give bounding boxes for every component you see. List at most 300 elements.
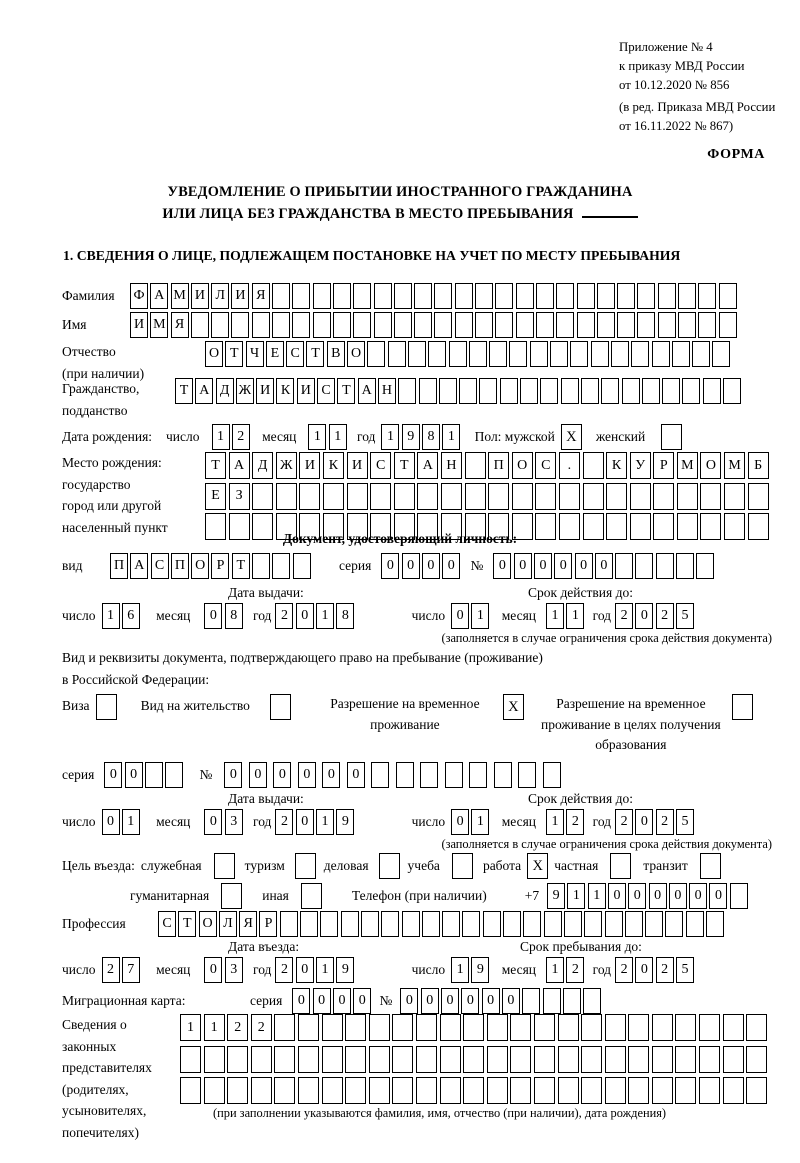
char-box[interactable]: Т xyxy=(225,341,243,367)
char-box[interactable]: 0 xyxy=(322,762,340,788)
char-box[interactable]: 5 xyxy=(676,957,694,983)
char-box[interactable]: 0 xyxy=(381,553,399,579)
char-box[interactable]: К xyxy=(323,452,344,479)
char-box[interactable]: 0 xyxy=(554,553,572,579)
char-box[interactable]: 2 xyxy=(102,957,120,983)
char-box[interactable] xyxy=(581,1046,602,1073)
char-box[interactable]: 2 xyxy=(275,957,293,983)
char-box[interactable]: 2 xyxy=(656,957,674,983)
char-box[interactable] xyxy=(394,283,412,309)
char-box[interactable] xyxy=(300,911,318,937)
char-box[interactable]: Т xyxy=(337,378,355,404)
char-box[interactable] xyxy=(698,283,716,309)
char-box[interactable]: Р xyxy=(259,911,277,937)
char-box[interactable] xyxy=(516,283,534,309)
char-box[interactable] xyxy=(204,1046,225,1073)
char-box[interactable] xyxy=(434,283,452,309)
char-box[interactable] xyxy=(678,283,696,309)
char-box[interactable] xyxy=(692,341,710,367)
char-box[interactable]: 0 xyxy=(292,988,310,1014)
char-box[interactable] xyxy=(510,1014,531,1041)
char-box[interactable]: Е xyxy=(266,341,284,367)
char-box[interactable]: С xyxy=(158,911,176,937)
char-box[interactable]: О xyxy=(347,341,365,367)
char-box[interactable]: 0 xyxy=(608,883,626,909)
char-box[interactable] xyxy=(606,483,627,510)
char-box[interactable] xyxy=(272,553,290,579)
char-box[interactable] xyxy=(584,911,602,937)
char-box[interactable]: Т xyxy=(232,553,250,579)
char-box[interactable]: 0 xyxy=(296,957,314,983)
char-box[interactable] xyxy=(231,312,249,338)
char-box[interactable] xyxy=(543,762,561,788)
char-box[interactable]: И xyxy=(347,452,368,479)
char-box[interactable] xyxy=(489,341,507,367)
char-box[interactable]: 2 xyxy=(232,424,250,450)
char-box[interactable]: 0 xyxy=(595,553,613,579)
char-box[interactable] xyxy=(345,1077,366,1104)
char-box[interactable]: 0 xyxy=(402,553,420,579)
char-box[interactable]: А xyxy=(195,378,213,404)
char-box[interactable] xyxy=(252,312,270,338)
char-box[interactable]: 1 xyxy=(546,809,564,835)
char-box[interactable]: 0 xyxy=(482,988,500,1014)
char-box[interactable]: 1 xyxy=(546,957,564,983)
char-box[interactable] xyxy=(145,762,163,788)
char-box[interactable] xyxy=(605,1014,626,1041)
char-box[interactable] xyxy=(414,283,432,309)
char-box[interactable]: 7 xyxy=(122,957,140,983)
char-box[interactable] xyxy=(601,378,619,404)
char-box[interactable]: 1 xyxy=(442,424,460,450)
char-box[interactable] xyxy=(353,283,371,309)
char-box[interactable]: 9 xyxy=(471,957,489,983)
char-box[interactable] xyxy=(581,1077,602,1104)
char-box[interactable] xyxy=(520,378,538,404)
char-box[interactable] xyxy=(475,283,493,309)
char-box[interactable] xyxy=(703,378,721,404)
char-box[interactable]: З xyxy=(229,483,250,510)
char-box[interactable]: К xyxy=(606,452,627,479)
char-box[interactable] xyxy=(652,1014,673,1041)
char-box[interactable] xyxy=(622,378,640,404)
char-box[interactable] xyxy=(748,483,769,510)
char-box[interactable]: 3 xyxy=(225,957,243,983)
char-box[interactable] xyxy=(617,312,635,338)
char-box[interactable] xyxy=(252,483,273,510)
char-box[interactable]: 2 xyxy=(615,957,633,983)
char-box[interactable] xyxy=(712,341,730,367)
char-box[interactable]: 0 xyxy=(502,988,520,1014)
char-box[interactable]: 0 xyxy=(442,553,460,579)
char-box[interactable] xyxy=(369,1077,390,1104)
char-box[interactable] xyxy=(465,483,486,510)
char-box[interactable] xyxy=(434,312,452,338)
char-box[interactable] xyxy=(577,312,595,338)
char-box[interactable]: 1 xyxy=(588,883,606,909)
char-box[interactable]: Ж xyxy=(236,378,254,404)
purpose-business-checkbox[interactable] xyxy=(379,853,400,879)
char-box[interactable] xyxy=(676,553,694,579)
char-box[interactable]: А xyxy=(130,553,148,579)
char-box[interactable]: М xyxy=(724,452,745,479)
char-box[interactable] xyxy=(455,312,473,338)
char-box[interactable] xyxy=(730,883,748,909)
char-box[interactable] xyxy=(455,283,473,309)
char-box[interactable]: Н xyxy=(441,452,462,479)
char-box[interactable] xyxy=(204,1077,225,1104)
char-box[interactable]: 0 xyxy=(669,883,687,909)
char-box[interactable] xyxy=(313,283,331,309)
char-box[interactable]: 0 xyxy=(534,553,552,579)
char-box[interactable] xyxy=(333,312,351,338)
char-box[interactable] xyxy=(723,1014,744,1041)
male-checkbox[interactable]: X xyxy=(561,424,582,450)
char-box[interactable] xyxy=(581,1014,602,1041)
char-box[interactable] xyxy=(440,1046,461,1073)
char-box[interactable] xyxy=(605,1046,626,1073)
char-box[interactable]: А xyxy=(229,452,250,479)
char-box[interactable]: 0 xyxy=(249,762,267,788)
char-box[interactable]: П xyxy=(171,553,189,579)
char-box[interactable]: Р xyxy=(211,553,229,579)
char-box[interactable]: Я xyxy=(252,283,270,309)
char-box[interactable] xyxy=(422,911,440,937)
char-box[interactable] xyxy=(398,378,416,404)
char-box[interactable]: О xyxy=(199,911,217,937)
char-box[interactable] xyxy=(483,911,501,937)
female-checkbox[interactable] xyxy=(661,424,682,450)
char-box[interactable]: 8 xyxy=(336,603,354,629)
char-box[interactable] xyxy=(392,1046,413,1073)
char-box[interactable] xyxy=(597,312,615,338)
char-box[interactable] xyxy=(459,378,477,404)
char-box[interactable] xyxy=(211,312,229,338)
char-box[interactable] xyxy=(522,988,540,1014)
char-box[interactable] xyxy=(370,483,391,510)
char-box[interactable] xyxy=(361,911,379,937)
char-box[interactable] xyxy=(516,312,534,338)
char-box[interactable] xyxy=(298,1014,319,1041)
char-box[interactable]: 0 xyxy=(273,762,291,788)
char-box[interactable] xyxy=(544,911,562,937)
char-box[interactable] xyxy=(191,312,209,338)
char-box[interactable]: 1 xyxy=(204,1014,225,1041)
char-box[interactable]: 9 xyxy=(402,424,420,450)
char-box[interactable] xyxy=(723,378,741,404)
char-box[interactable] xyxy=(698,312,716,338)
char-box[interactable]: И xyxy=(130,312,148,338)
char-box[interactable] xyxy=(561,378,579,404)
char-box[interactable]: 0 xyxy=(441,988,459,1014)
char-box[interactable]: 0 xyxy=(649,883,667,909)
char-box[interactable] xyxy=(369,1046,390,1073)
char-box[interactable] xyxy=(672,341,690,367)
char-box[interactable]: 0 xyxy=(298,762,316,788)
char-box[interactable] xyxy=(445,762,463,788)
char-box[interactable]: 1 xyxy=(329,424,347,450)
char-box[interactable]: 1 xyxy=(316,603,334,629)
char-box[interactable] xyxy=(503,911,521,937)
char-box[interactable] xyxy=(416,1077,437,1104)
char-box[interactable] xyxy=(637,283,655,309)
char-box[interactable] xyxy=(677,483,698,510)
char-box[interactable]: О xyxy=(191,553,209,579)
char-box[interactable] xyxy=(469,762,487,788)
char-box[interactable]: 2 xyxy=(656,603,674,629)
char-box[interactable] xyxy=(251,1077,272,1104)
char-box[interactable]: 0 xyxy=(347,762,365,788)
char-box[interactable]: 1 xyxy=(316,957,334,983)
char-box[interactable] xyxy=(675,1046,696,1073)
char-box[interactable] xyxy=(367,341,385,367)
char-box[interactable] xyxy=(292,312,310,338)
purpose-work-checkbox[interactable]: X xyxy=(527,853,548,879)
char-box[interactable]: Я xyxy=(239,911,257,937)
char-box[interactable] xyxy=(617,283,635,309)
char-box[interactable] xyxy=(252,553,270,579)
char-box[interactable] xyxy=(227,1046,248,1073)
char-box[interactable]: И xyxy=(256,378,274,404)
char-box[interactable] xyxy=(440,1014,461,1041)
char-box[interactable] xyxy=(495,312,513,338)
char-box[interactable]: О xyxy=(205,341,223,367)
char-box[interactable]: А xyxy=(150,283,168,309)
char-box[interactable]: 0 xyxy=(421,988,439,1014)
char-box[interactable] xyxy=(700,483,721,510)
char-box[interactable] xyxy=(487,1046,508,1073)
char-box[interactable]: Т xyxy=(205,452,226,479)
char-box[interactable] xyxy=(556,312,574,338)
char-box[interactable] xyxy=(611,341,629,367)
char-box[interactable] xyxy=(719,283,737,309)
char-box[interactable] xyxy=(392,1077,413,1104)
char-box[interactable] xyxy=(463,1046,484,1073)
char-box[interactable]: 0 xyxy=(635,957,653,983)
char-box[interactable]: И xyxy=(191,283,209,309)
char-box[interactable]: 1 xyxy=(180,1014,201,1041)
char-box[interactable] xyxy=(274,1077,295,1104)
char-box[interactable]: С xyxy=(317,378,335,404)
temp-residence-checkbox[interactable]: X xyxy=(503,694,524,720)
char-box[interactable]: И xyxy=(297,378,315,404)
char-box[interactable]: С xyxy=(535,452,556,479)
char-box[interactable] xyxy=(652,341,670,367)
char-box[interactable] xyxy=(388,341,406,367)
purpose-tourism-checkbox[interactable] xyxy=(295,853,316,879)
char-box[interactable] xyxy=(581,378,599,404)
char-box[interactable]: Н xyxy=(378,378,396,404)
char-box[interactable] xyxy=(408,341,426,367)
char-box[interactable]: 2 xyxy=(615,603,633,629)
char-box[interactable] xyxy=(374,312,392,338)
char-box[interactable] xyxy=(665,911,683,937)
char-box[interactable]: 1 xyxy=(122,809,140,835)
char-box[interactable]: 0 xyxy=(204,603,222,629)
char-box[interactable] xyxy=(591,341,609,367)
char-box[interactable] xyxy=(605,911,623,937)
char-box[interactable] xyxy=(723,1077,744,1104)
temp-residence-education-checkbox[interactable] xyxy=(732,694,753,720)
char-box[interactable]: Л xyxy=(219,911,237,937)
char-box[interactable] xyxy=(631,341,649,367)
char-box[interactable]: 0 xyxy=(353,988,371,1014)
char-box[interactable] xyxy=(658,283,676,309)
char-box[interactable]: Д xyxy=(216,378,234,404)
char-box[interactable] xyxy=(500,378,518,404)
char-box[interactable] xyxy=(440,1077,461,1104)
char-box[interactable]: Ф xyxy=(130,283,148,309)
char-box[interactable] xyxy=(583,988,601,1014)
visa-checkbox[interactable] xyxy=(96,694,117,720)
char-box[interactable] xyxy=(558,1014,579,1041)
char-box[interactable] xyxy=(428,341,446,367)
char-box[interactable] xyxy=(274,1046,295,1073)
char-box[interactable]: 1 xyxy=(308,424,326,450)
char-box[interactable]: А xyxy=(358,378,376,404)
char-box[interactable] xyxy=(675,1014,696,1041)
char-box[interactable]: А xyxy=(417,452,438,479)
char-box[interactable]: С xyxy=(370,452,391,479)
char-box[interactable]: О xyxy=(512,452,533,479)
char-box[interactable] xyxy=(615,553,633,579)
char-box[interactable] xyxy=(293,553,311,579)
char-box[interactable]: Т xyxy=(306,341,324,367)
char-box[interactable]: 0 xyxy=(451,603,469,629)
purpose-other-checkbox[interactable] xyxy=(301,883,322,909)
char-box[interactable] xyxy=(417,483,438,510)
char-box[interactable] xyxy=(272,283,290,309)
char-box[interactable]: Я xyxy=(171,312,189,338)
char-box[interactable] xyxy=(550,341,568,367)
char-box[interactable]: К xyxy=(276,378,294,404)
char-box[interactable] xyxy=(723,1046,744,1073)
char-box[interactable] xyxy=(420,762,438,788)
char-box[interactable]: 0 xyxy=(635,603,653,629)
char-box[interactable]: 0 xyxy=(514,553,532,579)
char-box[interactable] xyxy=(441,483,462,510)
char-box[interactable]: 2 xyxy=(251,1014,272,1041)
char-box[interactable] xyxy=(699,1077,720,1104)
char-box[interactable]: 1 xyxy=(212,424,230,450)
char-box[interactable] xyxy=(180,1077,201,1104)
char-box[interactable]: 1 xyxy=(567,883,585,909)
char-box[interactable]: И xyxy=(299,452,320,479)
char-box[interactable] xyxy=(165,762,183,788)
char-box[interactable]: 1 xyxy=(381,424,399,450)
char-box[interactable] xyxy=(442,911,460,937)
char-box[interactable] xyxy=(530,341,548,367)
char-box[interactable] xyxy=(298,1046,319,1073)
char-box[interactable] xyxy=(416,1014,437,1041)
char-box[interactable]: . xyxy=(559,452,580,479)
char-box[interactable] xyxy=(416,1046,437,1073)
char-box[interactable] xyxy=(628,1014,649,1041)
char-box[interactable] xyxy=(534,1046,555,1073)
char-box[interactable]: 2 xyxy=(656,809,674,835)
residence-permit-checkbox[interactable] xyxy=(270,694,291,720)
char-box[interactable] xyxy=(652,1046,673,1073)
char-box[interactable] xyxy=(369,1014,390,1041)
char-box[interactable] xyxy=(322,1014,343,1041)
char-box[interactable]: 5 xyxy=(676,809,694,835)
char-box[interactable] xyxy=(475,312,493,338)
char-box[interactable]: 0 xyxy=(224,762,242,788)
char-box[interactable]: 1 xyxy=(102,603,120,629)
char-box[interactable] xyxy=(686,911,704,937)
char-box[interactable] xyxy=(535,483,556,510)
char-box[interactable] xyxy=(653,483,674,510)
char-box[interactable]: 0 xyxy=(422,553,440,579)
char-box[interactable]: П xyxy=(110,553,128,579)
char-box[interactable]: 0 xyxy=(125,762,143,788)
purpose-study-checkbox[interactable] xyxy=(452,853,473,879)
char-box[interactable]: Б xyxy=(748,452,769,479)
char-box[interactable]: 2 xyxy=(566,809,584,835)
char-box[interactable]: 0 xyxy=(204,957,222,983)
char-box[interactable] xyxy=(645,911,663,937)
char-box[interactable] xyxy=(495,283,513,309)
char-box[interactable]: 1 xyxy=(566,603,584,629)
char-box[interactable]: И xyxy=(231,283,249,309)
char-box[interactable]: 0 xyxy=(204,809,222,835)
char-box[interactable] xyxy=(570,341,588,367)
purpose-humanitarian-checkbox[interactable] xyxy=(221,883,242,909)
char-box[interactable] xyxy=(642,378,660,404)
char-box[interactable]: 8 xyxy=(225,603,243,629)
char-box[interactable]: 0 xyxy=(333,988,351,1014)
char-box[interactable]: 3 xyxy=(225,809,243,835)
char-box[interactable] xyxy=(272,312,290,338)
char-box[interactable] xyxy=(463,1014,484,1041)
char-box[interactable]: М xyxy=(150,312,168,338)
char-box[interactable] xyxy=(746,1077,767,1104)
char-box[interactable] xyxy=(320,911,338,937)
char-box[interactable] xyxy=(637,312,655,338)
char-box[interactable]: 8 xyxy=(422,424,440,450)
char-box[interactable]: 0 xyxy=(635,809,653,835)
char-box[interactable] xyxy=(333,283,351,309)
char-box[interactable]: Т xyxy=(178,911,196,937)
char-box[interactable]: 1 xyxy=(471,603,489,629)
char-box[interactable] xyxy=(345,1046,366,1073)
char-box[interactable] xyxy=(558,1077,579,1104)
char-box[interactable] xyxy=(583,483,604,510)
char-box[interactable] xyxy=(381,911,399,937)
char-box[interactable]: 0 xyxy=(104,762,122,788)
char-box[interactable] xyxy=(227,1077,248,1104)
char-box[interactable] xyxy=(494,762,512,788)
char-box[interactable]: Т xyxy=(394,452,415,479)
char-box[interactable] xyxy=(274,1014,295,1041)
char-box[interactable]: 0 xyxy=(296,603,314,629)
char-box[interactable] xyxy=(628,1077,649,1104)
char-box[interactable]: Д xyxy=(252,452,273,479)
char-box[interactable] xyxy=(510,1077,531,1104)
char-box[interactable]: 0 xyxy=(628,883,646,909)
char-box[interactable] xyxy=(540,378,558,404)
char-box[interactable]: 1 xyxy=(471,809,489,835)
char-box[interactable] xyxy=(682,378,700,404)
char-box[interactable]: П xyxy=(488,452,509,479)
char-box[interactable] xyxy=(396,762,414,788)
char-box[interactable] xyxy=(488,483,509,510)
char-box[interactable] xyxy=(449,341,467,367)
purpose-transit-checkbox[interactable] xyxy=(700,853,721,879)
char-box[interactable] xyxy=(292,283,310,309)
char-box[interactable] xyxy=(559,483,580,510)
char-box[interactable]: 0 xyxy=(709,883,727,909)
